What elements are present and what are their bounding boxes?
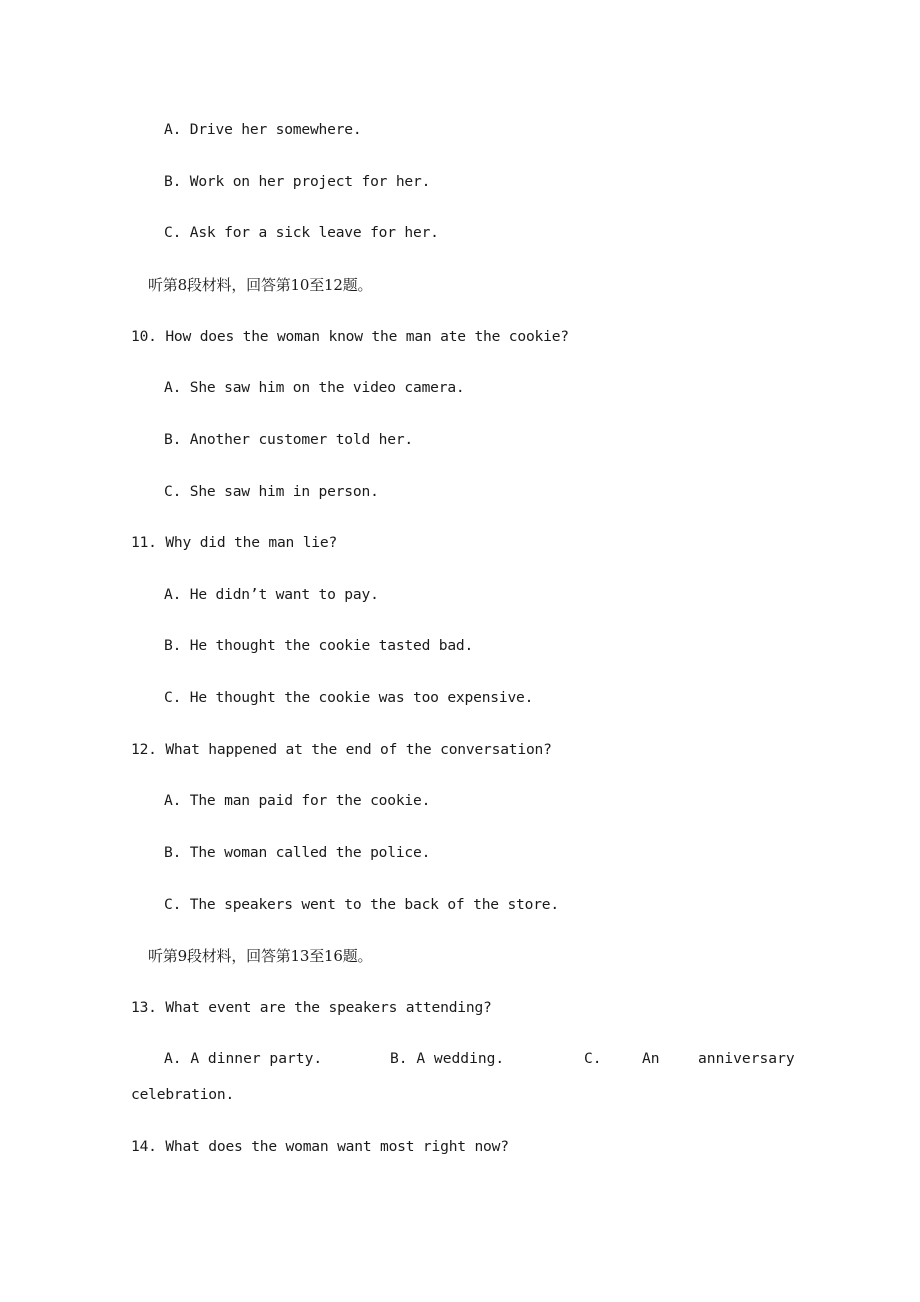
q9-option-c: C. Ask for a sick leave for her. [164, 224, 439, 241]
section-8-instruction: 听第8段材料，回答第10至12题。 [148, 276, 373, 294]
q10-stem: 10. How does the woman know the man ate the cookie? [131, 328, 569, 345]
q13-stem: 13. What event are the speakers attending? [131, 999, 492, 1016]
q9-option-b: B. Work on her project for her. [164, 173, 431, 190]
q11-option-a: A. He didn’t want to pay. [164, 586, 379, 603]
q13-option-c-word-anniversary: anniversary [698, 1050, 795, 1067]
q12-stem: 12. What happened at the end of the conversation? [131, 741, 552, 758]
q13-option-c-label: C. [584, 1050, 602, 1067]
q13-option-b: B. A wedding. [390, 1050, 505, 1067]
q14-stem: 14. What does the woman want most right now? [131, 1138, 509, 1155]
q12-option-b: B. The woman called the police. [164, 844, 431, 861]
q10-option-a: A. She saw him on the video camera. [164, 379, 465, 396]
q11-option-b: B. He thought the cookie tasted bad. [164, 637, 474, 654]
q10-option-b: B. Another customer told her. [164, 431, 413, 448]
q11-option-c: C. He thought the cookie was too expensive. [164, 689, 534, 706]
q13-option-c-word-an: An [642, 1050, 660, 1067]
section-9-instruction: 听第9段材料，回答第13至16题。 [148, 947, 373, 965]
q13-options-row [164, 1050, 795, 1068]
q13-option-a: A. A dinner party. [164, 1050, 323, 1067]
q12-option-a: A. The man paid for the cookie. [164, 792, 431, 809]
q10-option-c: C. She saw him in person. [164, 483, 379, 500]
q9-option-a: A. Drive her somewhere. [164, 121, 362, 138]
q13-option-c-continued: celebration. [131, 1086, 235, 1103]
q11-stem: 11. Why did the man lie? [131, 534, 338, 551]
q12-option-c: C. The speakers went to the back of the store. [164, 896, 559, 913]
